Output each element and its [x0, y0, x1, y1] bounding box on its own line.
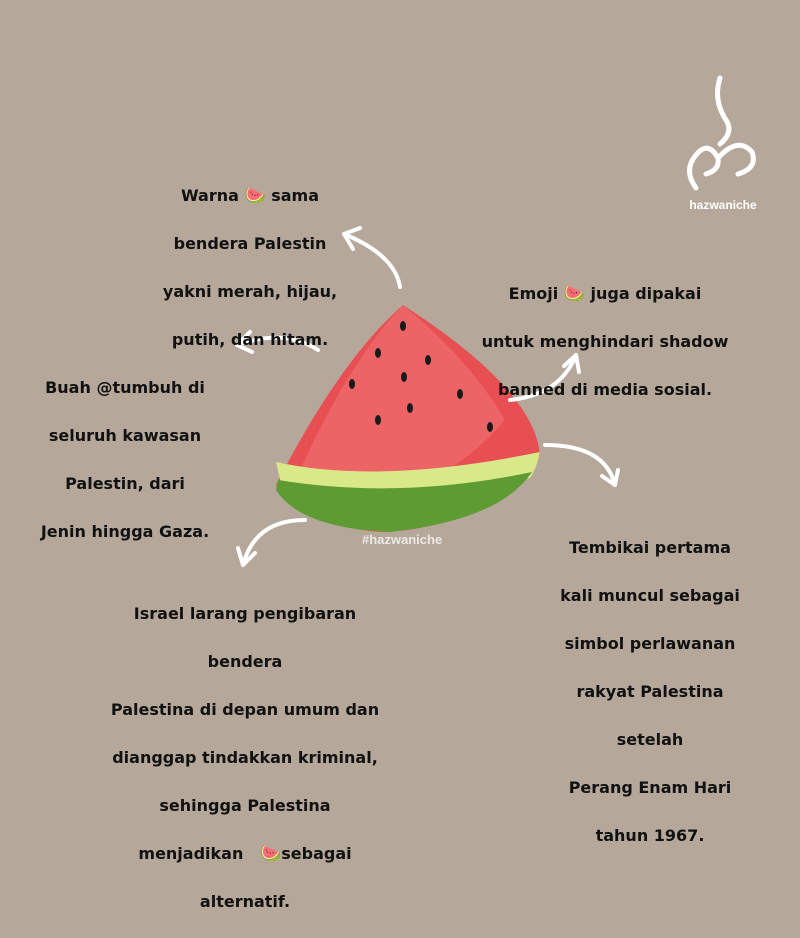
watermelon-emoji-icon: 🍉: [563, 284, 585, 304]
card-text: setelah: [616, 730, 684, 749]
card-flag-colors: [130, 160, 370, 376]
card-text: banned di media sosial.: [497, 380, 713, 399]
card-text: Perang Enam Hari: [568, 778, 732, 797]
watermelon-emoji-icon: 🍉: [244, 186, 266, 206]
card-text: alternatif.: [199, 892, 291, 911]
card-text: Israel larang pengibaran: [133, 604, 357, 623]
card-text: dianggap tindakkan kriminal,: [112, 748, 378, 767]
card-text: menjadikan: [138, 844, 244, 863]
card-flag-ban: [80, 578, 410, 938]
card-text: Warna: [180, 186, 239, 205]
card-text: untuk menghindari shadow: [481, 332, 729, 351]
card-emoji-shadowban: [460, 258, 750, 426]
card-grows-in-palestine: [15, 352, 235, 568]
card-text: juga dipakai: [590, 284, 702, 303]
card-text: putih, dan hitam.: [171, 330, 329, 349]
watermark-hashtag: #hazwaniche: [362, 532, 443, 547]
card-text: sebagai: [281, 844, 352, 863]
card-text: kali muncul sebagai: [560, 586, 740, 605]
card-text: bendera Palestin: [173, 234, 327, 253]
card-text: Tembikai pertama: [569, 538, 731, 557]
card-text: bendera: [207, 652, 283, 671]
card-text: Emoji: [508, 284, 559, 303]
brand-logo: [668, 70, 778, 220]
card-history-1967: [530, 512, 770, 872]
card-text: seluruh kawasan: [48, 426, 202, 445]
card-text: Palestin, dari: [65, 474, 185, 493]
card-text: Palestina di depan umum dan: [110, 700, 380, 719]
card-text: sehingga Palestina: [159, 796, 331, 815]
arrow-down-left: [238, 520, 305, 565]
brand-name: hazwaniche: [689, 198, 757, 212]
card-text: sama: [271, 186, 320, 205]
arrow-down-right: [545, 445, 618, 485]
card-text: simbol perlawanan: [564, 634, 736, 653]
card-text: yakni merah, hijau,: [162, 282, 338, 301]
card-text: tahun 1967.: [595, 826, 705, 845]
card-text: rakyat Palestina: [576, 682, 724, 701]
calligraphy-logo-icon: [668, 70, 778, 200]
card-text: Buah @tumbuh di: [45, 378, 205, 397]
card-text: Jenin hingga Gaza.: [40, 522, 210, 541]
watermelon-emoji-icon: 🍉: [260, 844, 282, 864]
